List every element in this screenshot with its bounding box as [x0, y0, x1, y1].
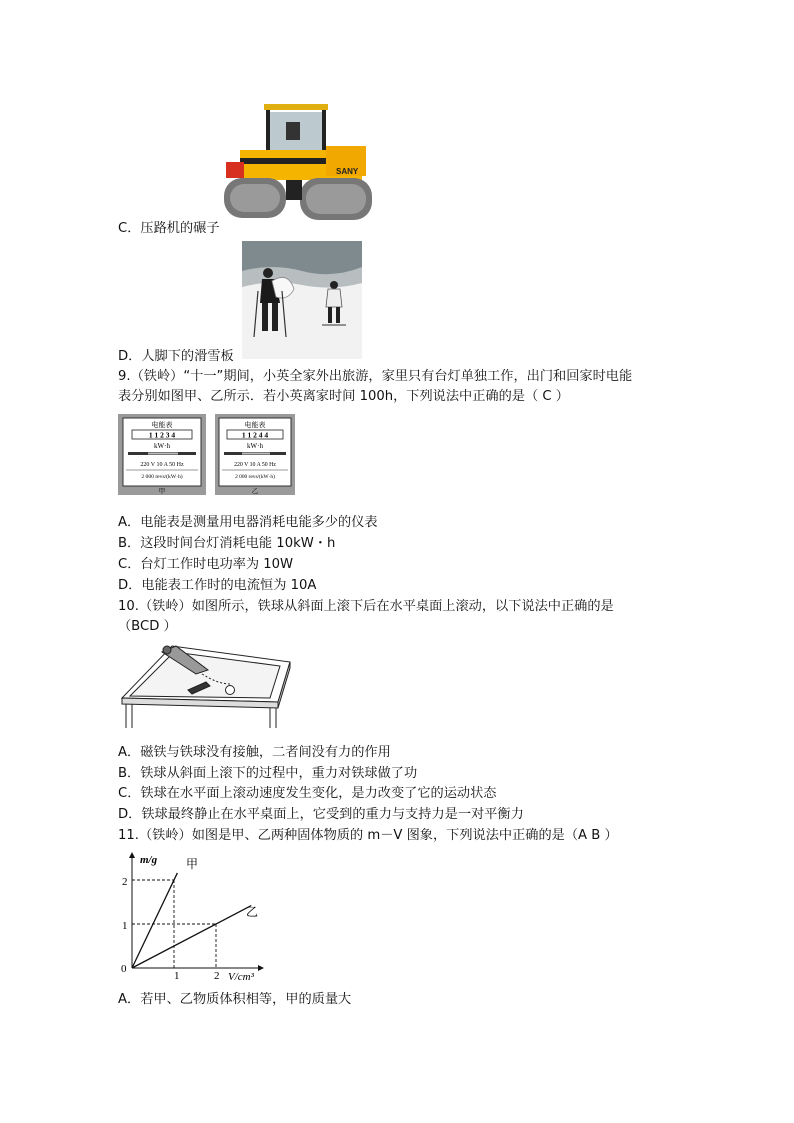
y-axis-label: m/g	[140, 854, 158, 866]
q10-stem-line1: 10.（铁岭）如图所示，铁球从斜面上滚下后在水平桌面上滚动，以下说法中正确的是	[118, 599, 614, 614]
q9-option-d: D．电能表工作时的电流恒为 10A	[118, 578, 317, 593]
x-tick-2: 2	[214, 970, 220, 982]
option-d-text: D．人脚下的滑雪板	[118, 349, 234, 364]
meter-spec1: 220 V 10 A 50 Hz	[234, 462, 276, 468]
x-axis-label: V/cm³	[228, 971, 254, 983]
x-tick-1: 1	[174, 970, 180, 982]
q9-option-a: A．电能表是测量用电器消耗电能多少的仪表	[118, 515, 378, 530]
meter-title: 电能表	[151, 421, 173, 429]
y-tick-2: 2	[122, 876, 128, 888]
meter-digits: 1 1 2 4 4	[241, 430, 269, 440]
meter-digits: 1 1 2 3 4	[148, 430, 176, 440]
m-v-graph	[118, 850, 268, 988]
q9-stem-line1: 9.（铁岭）“十一”期间，小英全家外出旅游，家里只有台灯单独工作，出门和回家时电能	[118, 369, 633, 384]
q10-option-b: B．铁球从斜面上滚下的过程中，重力对铁球做了功	[118, 766, 418, 781]
q11-stem: 11.（铁岭）如图是甲、乙两种固体物质的 m－V 图象，下列说法中正确的是（A B ）	[118, 828, 618, 843]
line-yi	[132, 906, 251, 968]
electricity-meter-yi	[215, 414, 295, 495]
meter-caption: 甲	[158, 488, 166, 495]
q10-option-d: D．铁球最终静止在水平桌面上，它受到的重力与支持力是一对平衡力	[118, 807, 524, 822]
roller-brand-text: SANY	[336, 167, 359, 176]
q10-stem-line2: （BCD ）	[118, 619, 177, 634]
q11-option-a: A．若甲、乙物质体积相等，甲的质量大	[118, 992, 352, 1007]
meter-caption: 乙	[251, 488, 259, 495]
meter-unit: kW·h	[154, 442, 170, 450]
origin-label: 0	[121, 963, 127, 975]
q9-stem-line2: 表分别如图甲、乙所示．若小英离家时间 100h，下列说法中正确的是（ C ）	[118, 389, 569, 404]
series-jia-label: 甲	[186, 857, 199, 871]
meter-title: 电能表	[244, 421, 266, 429]
meter-spec1: 220 V 10 A 50 Hz	[140, 462, 184, 468]
y-tick-1: 1	[122, 920, 128, 932]
skiers-image	[242, 241, 362, 359]
option-c-text: C．压路机的碾子	[118, 221, 220, 236]
q9-option-b: B．这段时间台灯消耗电能 10kW・h	[118, 536, 336, 551]
series-yi-label: 乙	[246, 905, 259, 919]
meter-spec2: 2 000 revs/(kW·h)	[141, 474, 183, 480]
line-jia	[132, 873, 177, 968]
road-roller-image	[222, 100, 374, 222]
q10-option-a: A．磁铁与铁球没有接触，二者间没有力的作用	[118, 745, 391, 760]
meter-spec2: 2 000 revs/(kW·h)	[235, 474, 275, 480]
q10-option-c: C．铁球在水平面上滚动速度发生变化，是力改变了它的运动状态	[118, 786, 497, 801]
meter-unit: kW·h	[247, 442, 263, 450]
q9-option-c: C．台灯工作时电功率为 10W	[118, 557, 294, 572]
electricity-meter-jia	[118, 414, 206, 495]
rolling-ball-table-figure	[118, 640, 294, 730]
